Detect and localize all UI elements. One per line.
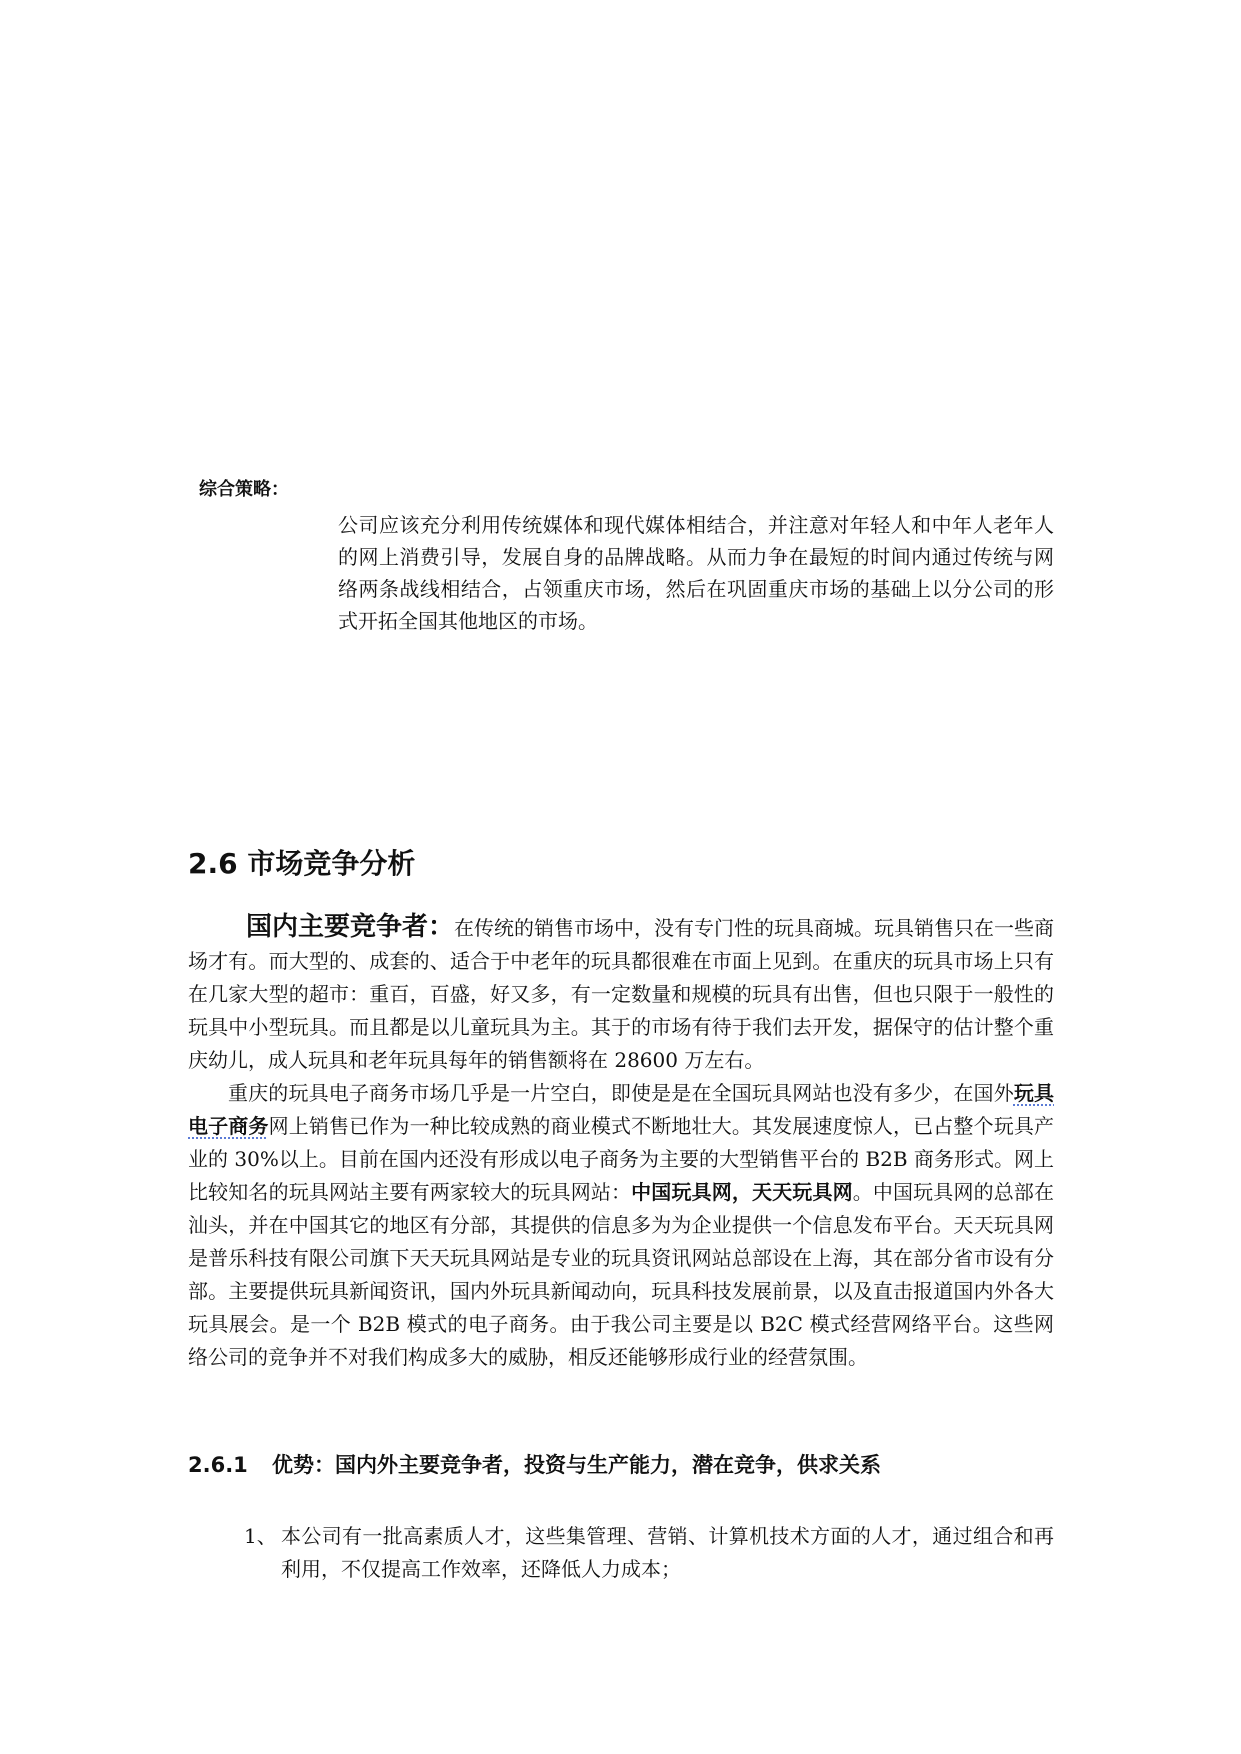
- competitors-text-2a: 重庆的玩具电子商务市场几乎是一片空白，即使是是在全国玩具网站也没有多少，在国外: [228, 1081, 1014, 1105]
- list-item: [244, 1520, 1054, 1586]
- competitors-label: 国内主要竞争者：: [246, 912, 455, 942]
- competitors-section: [188, 911, 1054, 1374]
- competitors-text-2b: 网上销售已作为一种比较成熟的商业模式不断地壮大。其发展速度惊人，已占整个玩具产业的 30%以上。目前在国内还没有形成以电子商务为主要的大型销售平台的 B2B 商务形式。网上比较知名的玩具网站主要有两家较大的玩具网站：: [188, 1114, 1055, 1204]
- subsection-title: 优势：国内外主要竞争者，投资与生产能力，潜在竞争，供求关系: [272, 1453, 881, 1477]
- list-marker: 1、: [244, 1524, 277, 1548]
- competitor-sites: 中国玩具网，天天玩具网: [631, 1180, 853, 1204]
- advantages-list: [244, 1520, 1054, 1586]
- competitors-text-2c: 。中国玩具网的总部在汕头，并在中国其它的地区有分部，其提供的信息多为为企业提供一个信息发布平台。天天玩具网是普乐科技有限公司旗下天天玩具网站是专业的玩具资讯网站总部设在上海，其在部分省市设有分部。主要提供玩具新闻资讯，国内外玩具新闻动向，玩具科技发展前景，以及直击报道国内外各大玩具展会。是一个 B2B 模式的电子商务。由于我公司主要是以 B2C 模式经营网络平台。这些网络公司的竞争并不对我们构成多大的威胁，相反还能够形成行业的经营氛围。: [188, 1180, 1055, 1369]
- competitors-text-1: 在传统的销售市场中，没有专门性的玩具商城。玩具销售只在一些商场才有。而大型的、成套的、适合于中老年的玩具都很难在市面上见到。在重庆的玩具市场上只有在几家大型的超市：重百，百盛，好又多，有一定数量和规模的玩具有出售，但也只限于一般性的玩具中小型玩具。而且都是以儿童玩具为主。其于的市场有待于我们去开发，据保守的估计整个重庆幼儿，成人玩具和老年玩具每年的销售额将在 28600 万左右。: [188, 916, 1055, 1072]
- competitors-paragraph-1: [188, 911, 1054, 1077]
- section-heading: 2.6 市场竞争分析: [188, 847, 416, 880]
- list-item-text: 本公司有一批高素质人才，这些集管理、营销、计算机技术方面的人才，通过组合和再利用，不仅提高工作效率，还降低人力成本；: [281, 1524, 1054, 1581]
- toy-ecommerce-term: 玩具电子商务: [188, 1081, 1055, 1138]
- subsection-heading: [188, 1450, 881, 1480]
- strategy-paragraph: 公司应该充分利用传统媒体和现代媒体相结合，并注意对年轻人和中年人老年人的网上消费引导，发展自身的品牌战略。从而力争在最短的时间内通过传统与网络两条战线相结合，占领重庆市场，然后在巩固重庆市场的基础上以分公司的形式开拓全国其他地区的市场。: [338, 513, 1054, 633]
- strategy-label: 综合策略：: [199, 479, 289, 500]
- competitors-paragraph-2: [188, 1077, 1054, 1374]
- subsection-number: 2.6.1: [188, 1453, 248, 1477]
